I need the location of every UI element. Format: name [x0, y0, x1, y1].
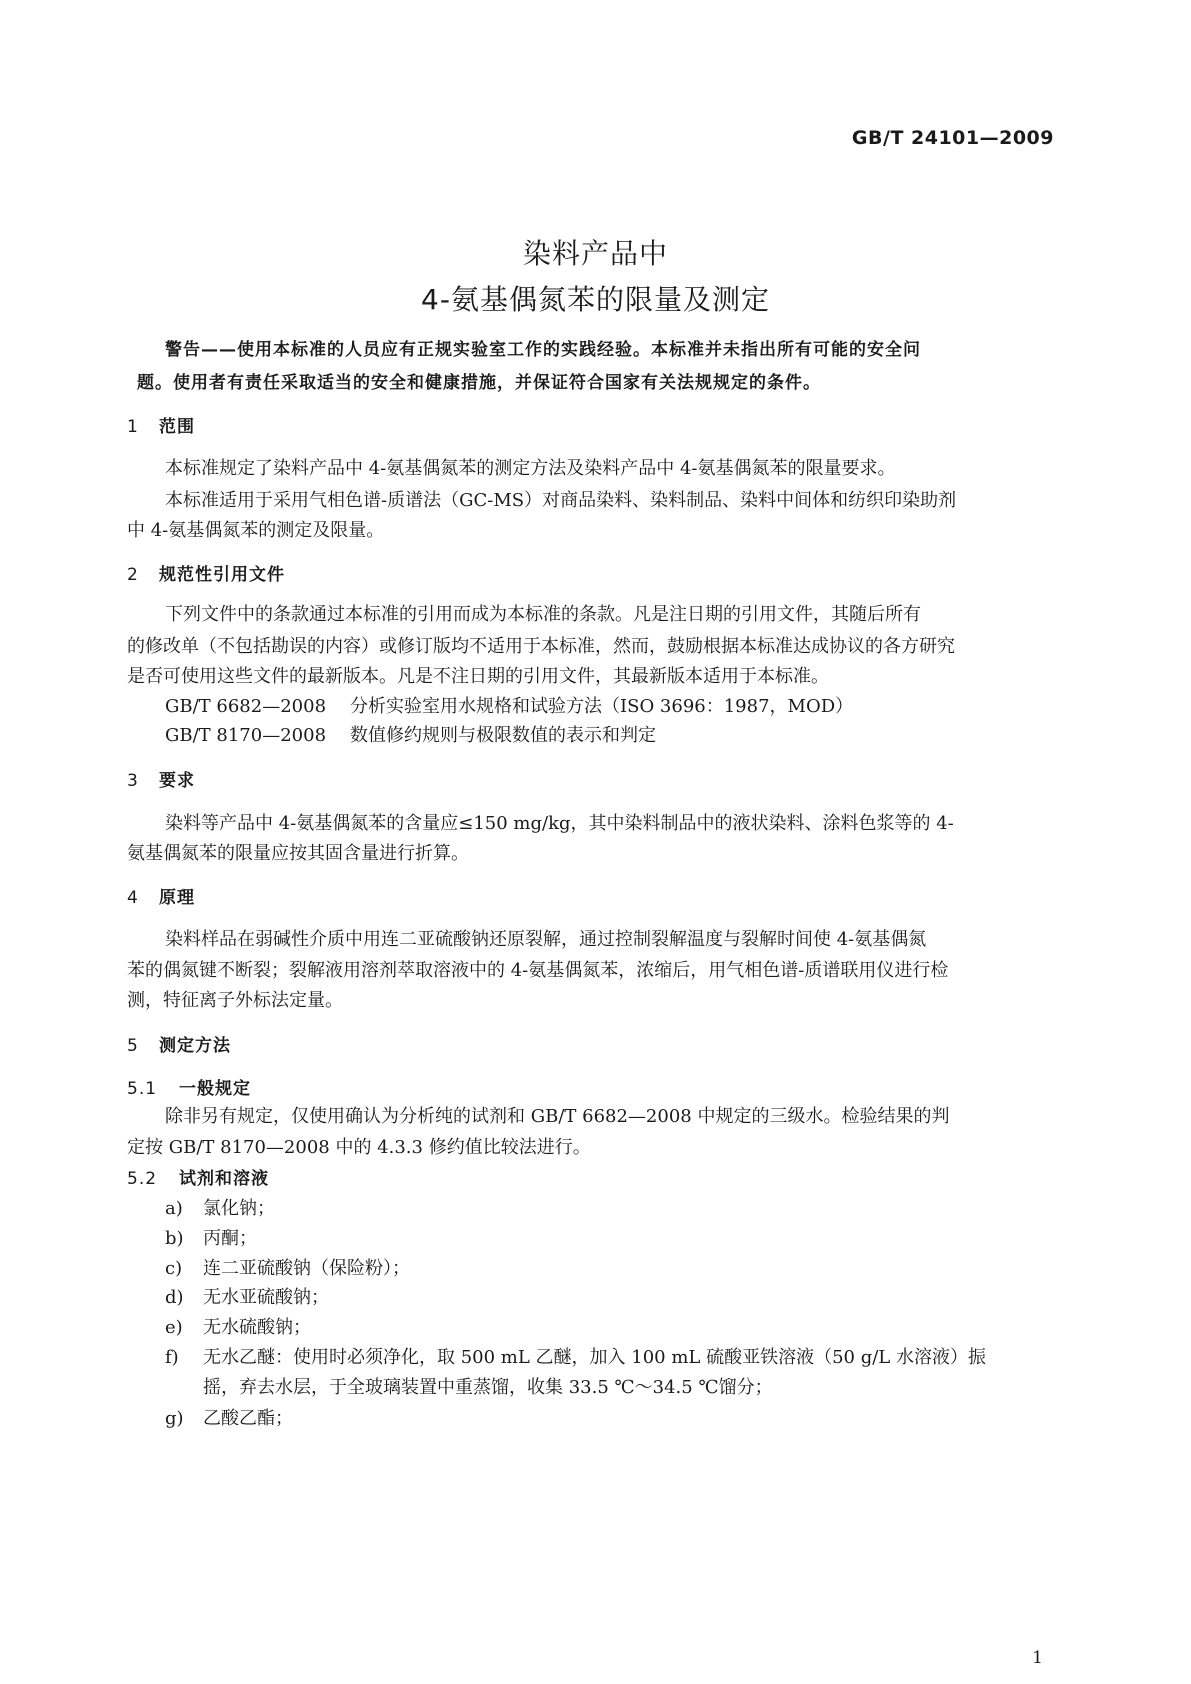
list-text: 无水亚硫酸钠； — [203, 1287, 329, 1308]
paragraph: 苯的偶氮键不断裂；裂解液用溶剂萃取溶液中的 4-氨基偶氮苯，浓缩后，用气相色谱-质谱联用仪进行检 — [127, 960, 949, 981]
list-item — [165, 1254, 410, 1280]
section-3-heading — [127, 766, 195, 791]
paragraph: 测，特征离子外标法定量。 — [127, 990, 343, 1011]
list-item — [165, 1283, 329, 1309]
list-text: 连二亚硫酸钠（保险粉）； — [203, 1258, 410, 1279]
list-item — [165, 1404, 293, 1430]
list-text: 无水乙醚：使用时必须净化，取 500 mL 乙醚，加入 100 mL 硫酸亚铁溶液（50 g/L 水溶液）振 — [203, 1347, 986, 1368]
section-title: 规范性引用文件 — [159, 565, 285, 585]
reference-code: GB/T 6682—2008 — [165, 696, 327, 717]
list-label: g) — [165, 1408, 184, 1429]
subsection-5-1-heading — [127, 1074, 251, 1099]
reference-title: 数值修约规则与极限数值的表示和判定 — [350, 725, 656, 746]
paragraph: 中 4-氨基偶氮苯的测定及限量。 — [127, 520, 385, 541]
list-item — [165, 1194, 275, 1220]
section-number: 5.2 — [127, 1169, 158, 1189]
section-title: 一般规定 — [179, 1079, 251, 1099]
list-label: c) — [165, 1258, 183, 1279]
list-text: 氯化钠； — [203, 1198, 275, 1219]
section-number: 5 — [127, 1036, 139, 1056]
section-title: 要求 — [159, 771, 195, 791]
section-title: 试剂和溶液 — [179, 1169, 269, 1189]
standard-code: GB/T 24101—2009 — [851, 127, 1054, 149]
reference-item — [165, 692, 853, 718]
list-item — [165, 1313, 311, 1339]
reference-item — [165, 721, 656, 747]
section-title: 测定方法 — [159, 1036, 231, 1056]
warning-line1: 警告——使用本标准的人员应有正规实验室工作的实践经验。本标准并未指出所有可能的安全问 — [165, 340, 921, 360]
page-number: 1 — [1032, 1648, 1043, 1668]
paragraph: 染料等产品中 4-氨基偶氮苯的含量应≤150 mg/kg，其中染料制品中的液状染料、涂料色浆等的 4- — [165, 813, 954, 834]
section-title: 原理 — [159, 888, 195, 908]
paragraph: 除非另有规定，仅使用确认为分析纯的试剂和 GB/T 6682—2008 中规定的三级水。检验结果的判 — [165, 1106, 950, 1127]
document-title-line1: 染料产品中 — [522, 237, 668, 270]
paragraph: 染料样品在弱碱性介质中用连二亚硫酸钠还原裂解，通过控制裂解温度与裂解时间使 4-氨基偶氮 — [165, 929, 927, 950]
paragraph: 本标准规定了染料产品中 4-氨基偶氮苯的测定方法及染料产品中 4-氨基偶氮苯的限量要求。 — [165, 458, 896, 479]
warning-line2: 题。使用者有责任采取适当的安全和健康措施，并保证符合国家有关法规规定的条件。 — [137, 373, 821, 393]
section-number: 2 — [127, 565, 139, 585]
section-number: 1 — [127, 417, 139, 437]
paragraph: 氨基偶氮苯的限量应按其固含量进行折算。 — [127, 843, 469, 864]
document-title-line2: 4-氨基偶氮苯的限量及测定 — [421, 283, 770, 316]
list-text: 乙酸乙酯； — [203, 1408, 293, 1429]
paragraph: 本标准适用于采用气相色谱-质谱法（GC-MS）对商品染料、染料制品、染料中间体和纺织印染助剂 — [165, 490, 957, 511]
reference-code: GB/T 8170—2008 — [165, 725, 327, 746]
list-text: 无水硫酸钠； — [203, 1317, 311, 1338]
list-label: e) — [165, 1317, 183, 1338]
subsection-5-2-heading — [127, 1164, 269, 1189]
list-label: a) — [165, 1198, 183, 1219]
list-item-continuation: 摇，弃去水层，于全玻璃装置中重蒸馏，收集 33.5 ℃～34.5 ℃馏分； — [203, 1377, 773, 1398]
paragraph: 下列文件中的条款通过本标准的引用而成为本标准的条款。凡是注日期的引用文件，其随后所有 — [165, 604, 921, 625]
section-1-heading — [127, 412, 195, 437]
section-number: 4 — [127, 888, 139, 908]
list-item — [165, 1224, 257, 1250]
reference-title: 分析实验室用水规格和试验方法（ISO 3696：1987，MOD） — [350, 696, 854, 717]
section-number: 5.1 — [127, 1079, 158, 1099]
paragraph: 的修改单（不包括勘误的内容）或修订版均不适用于本标准，然而，鼓励根据本标准达成协议的各方研究 — [127, 636, 955, 657]
section-2-heading — [127, 560, 285, 585]
list-text: 丙酮； — [203, 1228, 257, 1249]
paragraph: 定按 GB/T 8170—2008 中的 4.3.3 修约值比较法进行。 — [127, 1137, 591, 1158]
list-item — [165, 1343, 986, 1369]
section-title: 范围 — [159, 417, 195, 437]
section-4-heading — [127, 883, 195, 908]
paragraph: 是否可使用这些文件的最新版本。凡是不注日期的引用文件，其最新版本适用于本标准。 — [127, 666, 829, 687]
section-number: 3 — [127, 771, 139, 791]
section-5-heading — [127, 1031, 231, 1056]
list-label: b) — [165, 1228, 184, 1249]
list-label: f) — [165, 1347, 179, 1368]
list-label: d) — [165, 1287, 184, 1308]
